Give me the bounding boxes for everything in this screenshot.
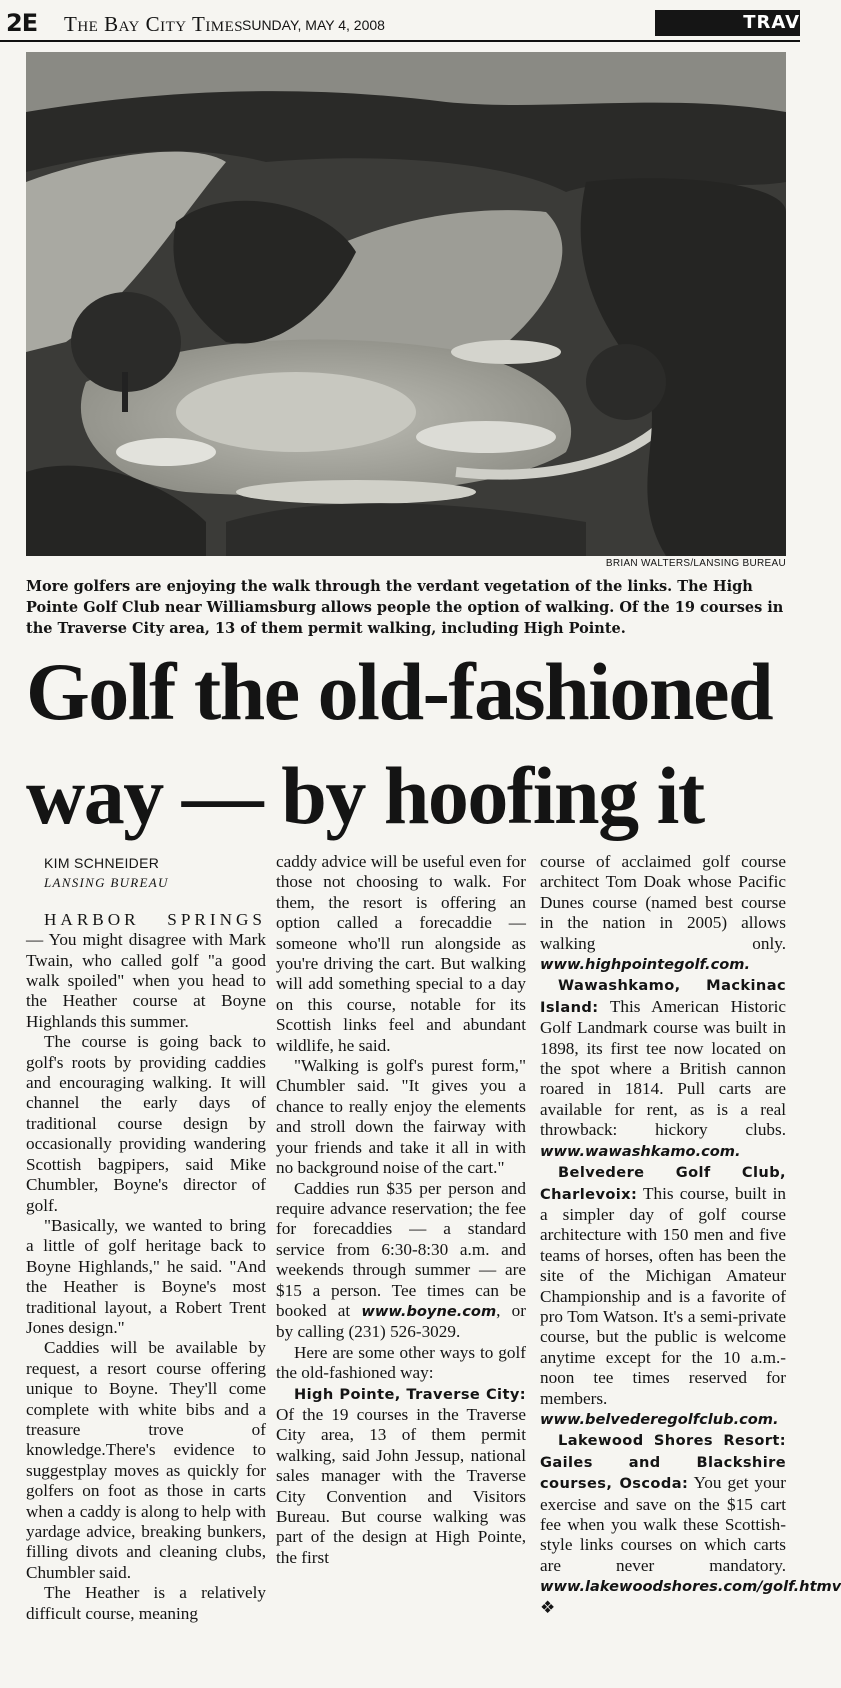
link-wawashkamo[interactable]: www.wawashkamo.com. — [540, 1142, 741, 1160]
article-paragraph: Lakewood Shores Resort: Gailes and Blackshire courses, Oscoda: You get your exercise and save on the $15 cart fee when you walk these Scottish-style links courses on which carts are never mandatory. www.lakewoodshores.com/golf.htmv ❖ — [540, 1432, 841, 1617]
link-high-pointe[interactable]: www.highpointegolf.com. — [540, 956, 751, 974]
article-paragraph: The Heather is a relatively difficult course, meaning — [26, 1583, 266, 1623]
article-paragraph: Belvedere Golf Club, Charlevoix: This course, built in a simpler day of golf course architecture with 150 men and five teams of horses, often has been the site of the Michigan Amateur Championship and is a favorite of pro Tom Watson. It's a semi-private course, but the public is welcome anytime except for the 10 a.m.-noon tee times reserved for members. www.belvederegolfclub.com. — [540, 1164, 786, 1428]
link-belvedere[interactable]: www.belvederegolfclub.com. — [540, 1410, 779, 1428]
aerial-golf-course-image — [26, 52, 786, 556]
article-column-1 — [26, 853, 266, 1624]
dateline: HARBOR SPRINGS — [44, 909, 266, 929]
article-paragraph: High Pointe, Traverse City: Of the 19 courses in the Traverse City area, 13 of them permit walking, said John Jessup, national sales manager with the Traverse City Convention and Visitors Bureau. But course walking was part of the design at High Pointe, the first — [276, 1385, 526, 1567]
article-paragraph: course of acclaimed golf course architect Tom Doak whose Pacific Dunes course (named best course in the nation in 2005) allows walking only. www.highpointegolf.com. — [540, 852, 786, 974]
photo-caption: More golfers are enjoying the walk through the verdant vegetation of the links. The High Pointe Golf Club near Williamsburg allows people the option of walking. Of the 19 courses in the Traverse City area, 13 of them permit walking, including High Pointe. — [26, 578, 784, 637]
link-boyne[interactable]: www.boyne.com — [361, 1302, 497, 1320]
course-name-wawashkamo: Wawashkamo, Mackinac Island: — [540, 977, 786, 1016]
byline-org: LANSING BUREAU — [44, 875, 169, 891]
article-paragraph: Caddies will be available by request, a resort course offering unique to Boyne. They'll come complete with white bibs and a treasure trove of knowledge.There's evidence to suggestplay moves as quickly for golfers on foot as those in carts when a caddy is along to help with yardage advice, breaking bunkers, filling divots and cleaning clubs, Chumbler said. — [26, 1338, 266, 1582]
course-name-high-pointe: High Pointe, Traverse City: — [294, 1385, 526, 1403]
course-name-lakewood-shores: Lakewood Shores Resort: Gailes and Blackshire courses, Oscoda: — [540, 1432, 786, 1493]
end-mark-icon: ❖ — [540, 1597, 556, 1617]
page-header — [0, 0, 800, 42]
article-paragraph: The course is going back to golf's roots by providing caddies and encouraging walking. It will channel the early days of traditional course design by occasionally providing wandering Scottish bagpipers, said Mike Chumbler, Boyne's director of golf. — [26, 1032, 266, 1215]
article-column-3 — [540, 852, 841, 1618]
article-paragraph: Wawashkamo, Mackinac Island: This American Historic Golf Landmark course was built in 1898, its first tee now located on the spot where a British cannon roared in 1814. Pull carts are available for rent, as is a real throwback: hickory clubs. www.wawashkamo.com. — [540, 977, 786, 1160]
photo-credit: BRIAN WALTERS/LANSING BUREAU — [605, 558, 786, 569]
golf-course-photo — [26, 52, 786, 556]
link-lakewood-shores[interactable]: www.lakewoodshores.com/golf.htmv — [540, 1578, 841, 1596]
article-paragraph: caddy advice will be useful even for those not choosing to walk. For them, the resort is offering an option called a forecaddie — someone who'll run alongside as you're driving the cart. But walking will add something special to a day on this course, notable for its Scottish links feel and abundant wildlife, he said. — [276, 852, 526, 1055]
byline-name: KIM SCHNEIDER — [44, 855, 160, 871]
headline — [26, 640, 786, 848]
article-paragraph: Here are some other ways to golf the old-fashioned way: — [276, 1342, 526, 1383]
article-paragraph: Caddies run $35 per person and require advance reservation; the fee for forecaddies — a standard service from 6:30-8:30 a.m. and weekends through summer — are $15 a person. Tee times can be booked at www.boyne.com, or by calling (231) 526-3029. — [276, 1178, 526, 1342]
newspaper-name: The Bay City Times — [64, 12, 244, 36]
headline-line-1: Golf the old-fashioned — [26, 646, 773, 737]
course-name-belvedere: Belvedere Golf Club, Charlevoix: — [540, 1164, 786, 1203]
headline-line-2: way — by hoofing it — [26, 750, 704, 841]
page-number: 2E — [6, 9, 38, 37]
issue-date: SUNDAY, MAY 4, 2008 — [242, 17, 385, 33]
article-paragraph: "Basically, we wanted to bring a little of golf heritage back to Boyne Highlands," he said. "And the Heather is Boyne's most traditional layout, a Robert Trent Jones design." — [26, 1215, 266, 1337]
article-column-2 — [276, 852, 526, 1568]
article-paragraph: HARBOR SPRINGS — You might disagree with Mark Twain, who called golf "a good walk spoiled" when you head to the Heather course at Boyne Highlands this summer. — [26, 909, 266, 1031]
article-paragraph: "Walking is golf's purest form," Chumbler said. "It gives you a chance to really enjoy the elements and stroll down the fairway with your friends and take it all in with no background noise of the cart." — [276, 1056, 526, 1178]
section-tab: TRAV — [655, 10, 800, 36]
